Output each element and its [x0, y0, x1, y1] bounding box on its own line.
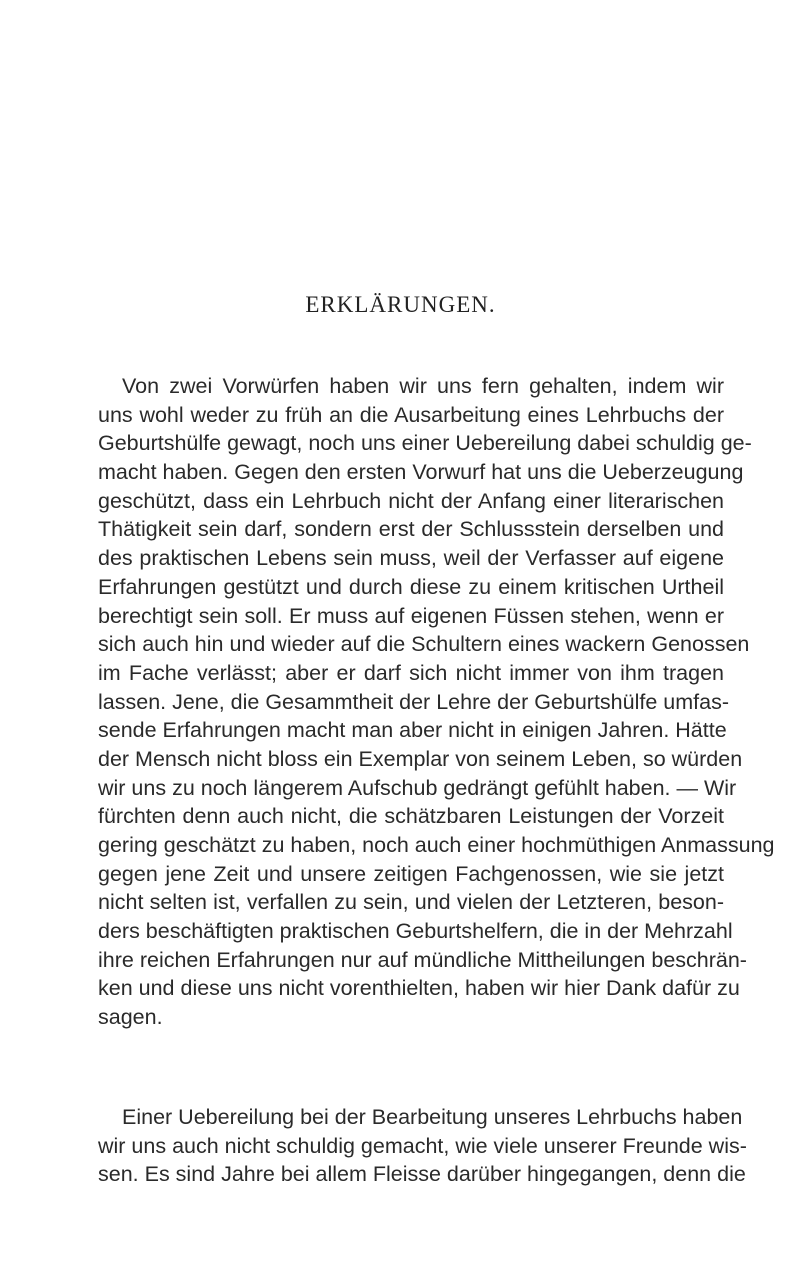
text-line: im Fache verlässt; aber er darf sich nicht immer von ihm tragen	[98, 660, 724, 685]
text-line: gering geschätzt zu haben, noch auch einer hochmüthigen Anmassung	[98, 833, 775, 857]
text-line: lassen. Jene, die Gesammtheit der Lehre der Geburtshülfe umfas-	[98, 689, 729, 714]
text-line: sende Erfahrungen macht man aber nicht in einigen Jahren. Hätte	[98, 718, 727, 743]
text-line: ders beschäftigten praktischen Geburtshelfern, die in der Mehrzahl	[98, 919, 733, 944]
text-line: wir uns zu noch längerem Aufschub gedrängt gefühlt haben. — Wir	[98, 775, 737, 800]
text-line: der Mensch nicht bloss ein Exemplar von seinem Leben, so würden	[98, 746, 743, 771]
text-line: sagen.	[98, 1005, 163, 1030]
text-line: gegen jene Zeit und unsere zeitigen Fachgenossen, wie sie jetzt	[98, 861, 724, 886]
text-line: Einer Uebereilung bei der Bearbeitung unseres Lehrbuchs haben	[122, 1105, 743, 1129]
page-title: ERKLÄRUNGEN.	[305, 292, 496, 317]
paragraph-2	[98, 1103, 747, 1189]
paragraph-1	[98, 372, 775, 1032]
text-line: uns wohl weder zu früh an die Ausarbeitung eines Lehrbuchs der	[98, 402, 724, 427]
text-line: sich auch hin und wieder auf die Schultern eines wackern Genossen	[98, 632, 750, 657]
text-line: Geburtshülfe gewagt, noch uns einer Uebereilung dabei schuldig ge-	[98, 431, 752, 456]
text-line: ken und diese uns nicht vorenthielten, haben wir hier Dank dafür zu	[98, 976, 740, 1001]
text-line: nicht selten ist, verfallen zu sein, und vielen der Letzteren, beson-	[98, 890, 724, 915]
text-line: Thätigkeit sein darf, sondern erst der Schlussstein derselben und	[98, 517, 724, 542]
text-line: berechtigt sein soll. Er muss auf eigenen Füssen stehen, wenn er	[98, 603, 724, 628]
text-line: geschützt, dass ein Lehrbuch nicht der Anfang einer literarischen	[98, 488, 724, 513]
text-line: wir uns auch nicht schuldig gemacht, wie viele unserer Freunde wis-	[98, 1133, 747, 1158]
text-line: Erfahrungen gestützt und durch diese zu einem kritischen Urtheil	[98, 574, 724, 599]
text-line: macht haben. Gegen den ersten Vorwurf hat uns die Ueberzeugung	[98, 460, 744, 485]
text-line: ihre reichen Erfahrungen nur auf mündliche Mittheilungen beschrän-	[98, 947, 747, 972]
text-line: des praktischen Lebens sein muss, weil der Verfasser auf eigene	[98, 546, 724, 571]
text-line: fürchten denn auch nicht, die schätzbaren Leistungen der Vorzeit	[98, 804, 724, 829]
text-line: sen. Es sind Jahre bei allem Fleisse darüber hingegangen, denn die	[98, 1162, 746, 1187]
text-line: Von zwei Vorwürfen haben wir uns fern gehalten, indem wir	[122, 374, 724, 398]
